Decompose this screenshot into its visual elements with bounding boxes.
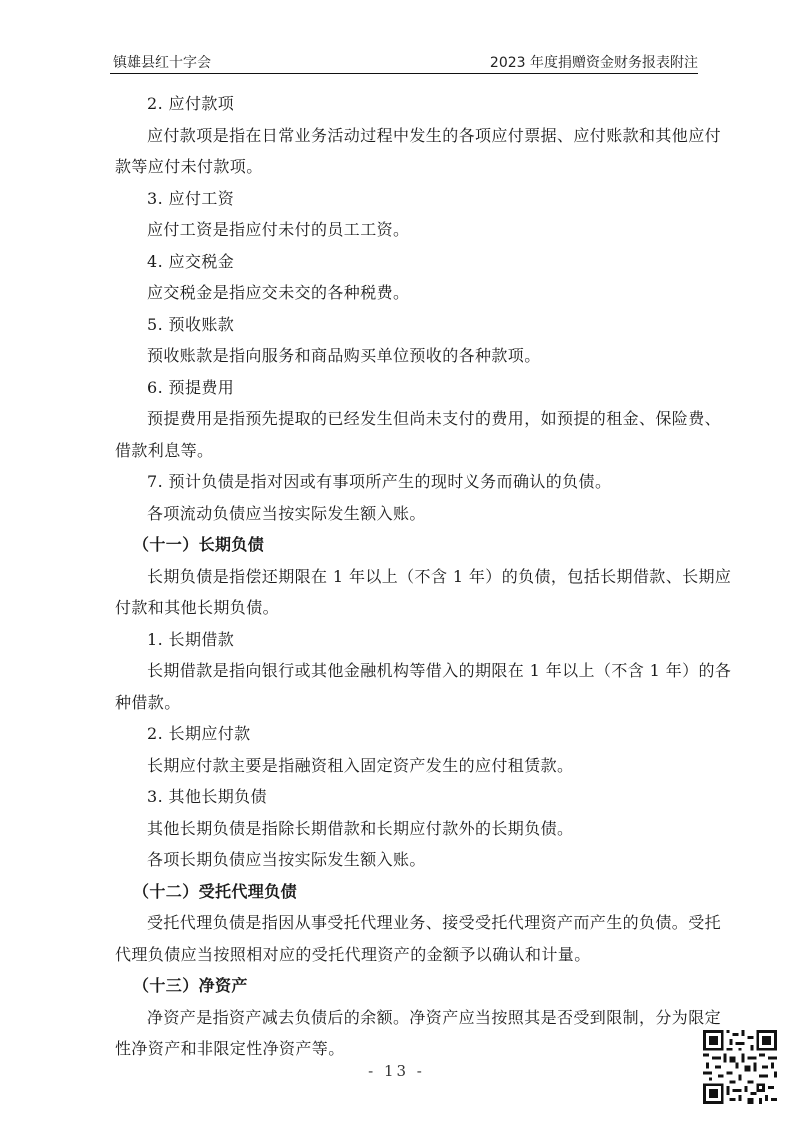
page-number: - 13 - [368,1062,425,1080]
subitem-title: 4. 应交税金 [147,251,235,271]
subitem-title: 3. 其他长期负债 [147,787,267,806]
paragraph-line: 净资产是指资产减去负债后的余额。净资产应当按照其是否受到限制，分为限定 [147,1007,722,1027]
section-heading: （十一）长期负债 [133,535,265,554]
paragraph-line: 款等应付未付款项。 [115,157,263,176]
paragraph-line: 7. 预计负债是指对因或有事项所产生的现时义务而确认的负债。 [147,472,612,491]
paragraph-line: 长期应付款主要是指融资租入固定资产发生的应付租赁款。 [147,755,574,775]
paragraph-line: 长期借款是指向银行或其他金融机构等借入的期限在 1 年以上（不含 1 年）的各 [147,661,732,680]
section-heading: （十三）净资产 [133,976,248,995]
paragraph-line: 预收账款是指向服务和商品购买单位预收的各种款项。 [147,346,541,365]
paragraph-line: 受托代理负债是指因从事受托代理业务、接受受托代理资产而产生的负债。受托 [147,913,722,932]
document-body [115,88,732,1065]
header-rule [110,73,698,74]
paragraph-line: 各项流动负债应当按实际发生额入账。 [147,503,426,523]
paragraph-line: 种借款。 [115,692,181,712]
paragraph-line: 付款和其他长期负债。 [115,598,280,617]
subitem-title: 2. 应付款项 [147,94,235,113]
subitem-title: 6. 预提费用 [147,377,235,397]
subitem-title: 5. 预收账款 [147,314,235,334]
paragraph-line: 应付款项是指在日常业务活动过程中发生的各项应付票据、应付账款和其他应付 [147,125,722,145]
subitem-title: 3. 应付工资 [147,188,235,208]
subitem-title: 2. 长期应付款 [147,724,251,743]
paragraph-line: 借款利息等。 [115,440,214,460]
header-right-title: 2023 年度捐赠资金财务报表附注 [489,55,698,71]
paragraph-line: 应交税金是指应交未交的各种税费。 [147,283,410,302]
paragraph-line: 各项长期负债应当按实际发生额入账。 [147,850,426,869]
paragraph-line: 预提费用是指预先提取的已经发生但尚未支付的费用，如预提的租金、保险费、 [147,409,722,428]
paragraph-line: 代理负债应当按照相对应的受托代理资产的金额予以确认和计量。 [115,944,591,964]
paragraph-line: 其他长期负债是指除长期借款和长期应付款外的长期负债。 [147,818,574,838]
section-heading: （十二）受托代理负债 [133,881,298,901]
paragraph-line: 应付工资是指应付未付的员工工资。 [147,220,410,239]
paragraph-line: 长期负债是指偿还期限在 1 年以上（不含 1 年）的负债，包括长期借款、长期应 [147,566,732,586]
subitem-title: 1. 长期借款 [147,629,235,649]
qr-code-icon [703,1030,777,1104]
header-left-org: 镇雄县红十字会 [113,55,211,71]
paragraph-line: 性净资产和非限定性净资产等。 [115,1039,345,1058]
